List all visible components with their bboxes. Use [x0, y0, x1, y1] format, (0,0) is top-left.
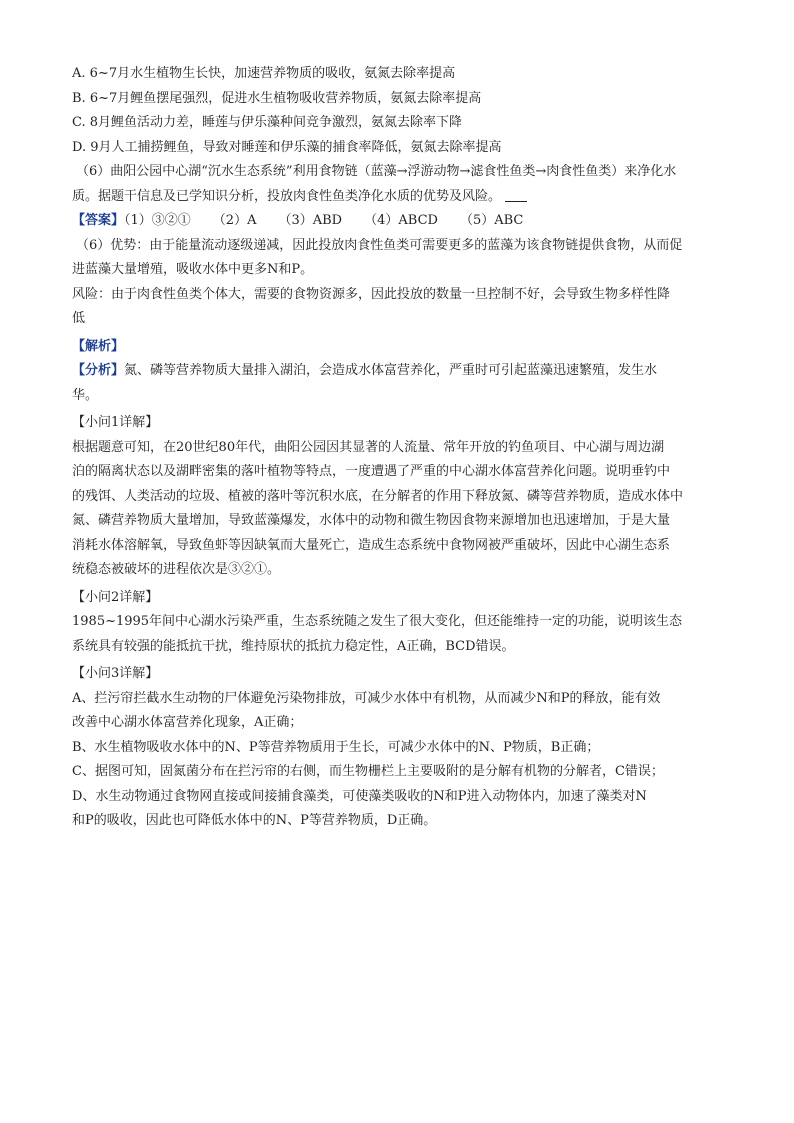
- q3-line: 改善中心湖水体富营养化现象，A正确；: [72, 715, 303, 730]
- option-d: D. 9月人工捕捞鲤鱼，导致对睡莲和伊乐藻的捕食率降低，氨氮去除率提高: [72, 139, 502, 155]
- q1-line: 根据题意可知，在20世纪80年代，曲阳公园因其显著的人流量、常年开放的钓鱼项目、中心湖与周边湖: [72, 439, 665, 455]
- q1-line: 氮、磷营养物质大量增加，导致蓝藻爆发，水体中的动物和微生物因食物来源增加也迅速增加，于是大量: [72, 513, 671, 528]
- summary-text: 氮、磷等营养物质大量排入湖泊，会造成水体富营养化，严重时可引起蓝藻迅速繁殖，发生水: [124, 363, 658, 378]
- answer-risk-line-2: 低: [72, 311, 86, 326]
- q1-line: 消耗水体溶解氧，导致鱼虾等因缺氧而大量死亡，造成生态系统中食物网被严重破坏，因此中心湖生态系: [72, 537, 671, 553]
- option-a: A. 6~7月水生植物生长快，加速营养物质的吸收，氨氮去除率提高: [72, 66, 456, 81]
- analysis-summary-line-2: 华。: [72, 387, 99, 403]
- q3-line: D、水生动物通过食物网直接或间接捕食藻类，可使藻类吸收的N和P进入动物体内，加速了藻类对N: [72, 788, 647, 804]
- option-b: B. 6~7月鲤鱼摆尾强烈，促进水生植物吸收营养物质，氨氮去除率提高: [72, 90, 482, 106]
- q2-line: 1985~1995年间中心湖水污染严重，生态系统随之发生了很大变化，但还能维持一定的功能，说明该生态: [72, 614, 683, 629]
- answer-item-3: （3）ABD: [278, 213, 343, 228]
- q2-line: 系统具有较强的能抵抗干扰，维持原状的抵抗力稳定性，A正确，BCD错误。: [72, 638, 515, 654]
- question-6-text: 质。据题干信息及已学知识分析，投放肉食性鱼类净化水质的优势及风险。: [72, 188, 502, 204]
- analysis-summary-line-1: [72, 359, 722, 384]
- summary-tag: 【分析】: [72, 363, 125, 378]
- q3-heading: 【小问3详解】: [72, 666, 159, 681]
- answer-advantage-line-2: 进蓝藻大量增殖，吸收水体中更多N和P。: [72, 262, 314, 277]
- answer-advantage-line-1: （6）优势：由于能量流动逐级递减，因此投放肉食性鱼类可需要更多的蓝藻为该食物链提供食物，从而促: [76, 237, 683, 253]
- q1-line: 泊的隔离状态以及湖畔密集的落叶植物等特点，一度遭遇了严重的中心湖水体富营养化问题。说明垂钓中: [72, 464, 671, 479]
- answer-tag: 【答案】: [72, 213, 125, 228]
- analysis-heading: 【解析】: [72, 338, 125, 354]
- document-page: [72, 62, 722, 834]
- q3-line: C、据图可知，固氮菌分布在拦污帘的右侧，而生物栅栏上主要吸附的是分解有机物的分解者，C错误；: [72, 764, 664, 779]
- option-c: C. 8月鲤鱼活动力差，睡莲与伊乐藻种间竞争激烈，氨氮去除率下降: [72, 115, 463, 130]
- q3-line: B、水生植物吸收水体中的N、P等营养物质用于生长，可减少水体中的N、P物质，B正确；: [72, 739, 600, 755]
- q3-line: 和P的吸收，因此也可降低水体中的N、P等营养物质，D正确。: [72, 813, 437, 828]
- q2-heading: 【小问2详解】: [72, 589, 159, 605]
- q1-heading: 【小问1详解】: [72, 415, 159, 430]
- answer-item-2: （2）A: [212, 213, 257, 228]
- q1-line: 的残饵、人类活动的垃圾、植被的落叶等沉积水底，在分解者的作用下释放氮、磷等营养物质，造成水体中: [72, 488, 684, 504]
- answer-item-4: （4）ABCD: [364, 213, 438, 228]
- answer-risk-line-1: 风险：由于肉食性鱼类个体大，需要的食物资源多，因此投放的数量一旦控制不好，会导致生物多样性降: [72, 286, 671, 302]
- question-6-line-2: [72, 185, 722, 210]
- q3-line: A、拦污帘拦截水生动物的尸体避免污染物排放，可减少水体中有机物，从而减少N和P的释放，能有效: [72, 690, 661, 706]
- question-6-line-1: （6）曲阳公园中心湖“沉水生态系统”利用食物链（蓝藻→浮游动物→滤食性鱼类→肉食性鱼类）来净化水: [76, 164, 677, 179]
- answer-item-5: （5）ABC: [459, 213, 524, 228]
- answer-blank: [505, 187, 527, 202]
- answer-item-1: （1）③②①: [124, 213, 191, 228]
- answer-line: [72, 209, 722, 234]
- q1-line: 统稳态被破坏的进程依次是③②①。: [72, 562, 281, 577]
